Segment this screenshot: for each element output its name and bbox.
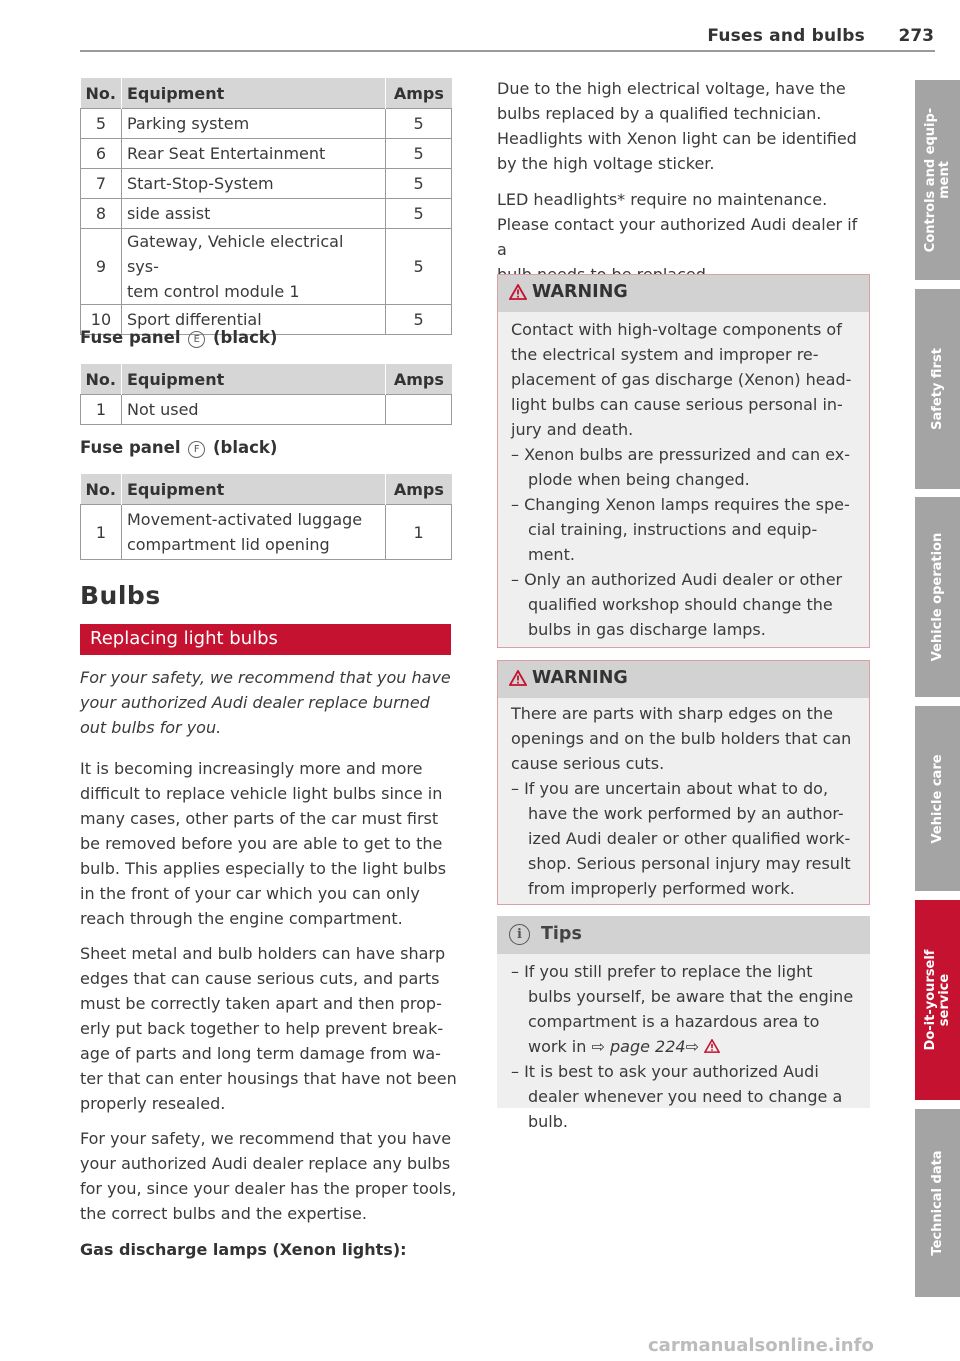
table-header-row <box>81 474 452 505</box>
fuse-number: 10 <box>81 305 122 335</box>
text-line: For your safety, we recommend that you have <box>80 668 451 687</box>
gas-discharge-heading: Gas discharge lamps (Xenon lights): <box>80 1240 407 1259</box>
fuse-equipment: Not used <box>121 395 385 425</box>
header-rule <box>80 50 935 52</box>
text-line: – Xenon bulbs are pressurized and can ex- <box>511 445 850 464</box>
text-line: have the work performed by an author- <box>528 804 844 823</box>
right-paragraph-1 <box>497 76 872 176</box>
text-line: many cases, other parts of the car must first <box>80 809 439 828</box>
fuse-panel-f-heading <box>80 438 277 458</box>
fuse-equipment: Rear Seat Entertainment <box>121 139 385 169</box>
column-header: No. <box>81 78 122 109</box>
table-row <box>81 229 452 305</box>
fuse-panel-e-heading <box>80 328 277 348</box>
fuse-amps: 5 <box>386 109 452 139</box>
label-line: Controls and equip- <box>922 107 938 253</box>
fuse-amps: 5 <box>386 305 452 335</box>
text-line: There are parts with sharp edges on the <box>511 704 833 723</box>
text-line: It is becoming increasingly more and more <box>80 759 423 778</box>
text-line: must be correctly taken apart and then prop- <box>80 994 442 1013</box>
fuse-equipment <box>121 505 385 560</box>
text-line: bulb. <box>528 1112 568 1131</box>
fuse-amps: 5 <box>386 139 452 169</box>
fuse-table-d <box>80 78 452 335</box>
text-line: Sheet metal and bulb holders can have sharp <box>80 944 446 963</box>
body-paragraph-2 <box>80 941 460 1116</box>
text-line: by the high voltage sticker. <box>497 154 715 173</box>
fuse-number: 6 <box>81 139 122 169</box>
text-fragment: work in <box>528 1037 587 1056</box>
page-number: 273 <box>898 26 934 46</box>
text-line: in the front of your car which you can only <box>80 884 420 903</box>
side-tab-label <box>924 950 952 1051</box>
equipment-line: Movement-activated luggage <box>126 510 363 529</box>
table-row <box>81 395 452 425</box>
heading-suffix: (black) <box>213 438 278 457</box>
tips-header <box>497 916 870 954</box>
label-line: ment <box>936 161 952 199</box>
text-line: placement of gas discharge (Xenon) head- <box>511 370 852 389</box>
side-tab-label: Vehicle operation <box>929 532 945 662</box>
text-line: plode when being changed. <box>528 470 750 489</box>
text-line: – If you still prefer to replace the light <box>511 962 813 981</box>
text-line: the electrical system and improper re- <box>511 345 819 364</box>
text-line <box>511 1034 861 1059</box>
table-row <box>81 169 452 199</box>
body-paragraph-1 <box>80 756 460 931</box>
running-header-title: Fuses and bulbs <box>707 26 865 46</box>
text-line: bulbs in gas discharge lamps. <box>528 620 766 639</box>
warning-title: WARNING <box>532 282 628 302</box>
text-line: Please contact your authorized Audi dealer if a <box>497 215 858 259</box>
text-line: bulbs yourself, be aware that the engine <box>528 987 854 1006</box>
side-tab-label: Vehicle care <box>929 753 945 844</box>
side-tab-do-it-yourself[interactable] <box>915 900 960 1100</box>
text-line: cause serious cuts. <box>511 754 665 773</box>
fuse-amps <box>386 395 452 425</box>
tips-title: Tips <box>541 924 582 944</box>
text-line: – If you are uncertain about what to do, <box>511 779 829 798</box>
fuse-table-e <box>80 364 452 425</box>
info-icon: i <box>509 924 530 945</box>
text-line: shop. Serious personal injury may result <box>528 854 851 873</box>
column-header: Amps <box>386 474 452 505</box>
warning-title: WARNING <box>532 668 628 688</box>
watermark: carmanualsonline.info <box>648 1335 874 1356</box>
text-line: LED headlights* require no maintenance. <box>497 190 828 209</box>
fuse-number: 1 <box>81 505 122 560</box>
fuse-number: 5 <box>81 109 122 139</box>
heading-text: Fuse panel <box>80 438 181 457</box>
tips-box <box>497 916 870 1131</box>
side-tab-safety[interactable] <box>915 289 960 489</box>
section-title: Bulbs <box>80 581 161 610</box>
text-line: erly put back together to help prevent break- <box>80 1019 444 1038</box>
fuse-table-f <box>80 474 452 560</box>
side-tab-vehicle-care[interactable] <box>915 706 960 891</box>
text-line: Contact with high-voltage components of <box>511 320 842 339</box>
table-header-row <box>81 364 452 395</box>
column-header: Equipment <box>121 78 385 109</box>
heading-suffix: (black) <box>213 328 278 347</box>
warning-triangle-icon <box>704 1039 720 1053</box>
fuse-amps: 5 <box>386 169 452 199</box>
table-row <box>81 109 452 139</box>
page-reference-link[interactable]: ⇨ page 224⇨ <box>591 1037 699 1056</box>
fuse-amps: 1 <box>386 505 452 560</box>
column-header: Amps <box>386 364 452 395</box>
text-line: for you, since your dealer has the proper tools, <box>80 1179 457 1198</box>
text-line: from improperly performed work. <box>528 879 795 898</box>
fuse-equipment: side assist <box>121 199 385 229</box>
text-line: your authorized Audi dealer replace any bulbs <box>80 1154 451 1173</box>
fuse-number: 9 <box>81 229 122 305</box>
fuse-amps: 5 <box>386 229 452 305</box>
fuse-amps: 5 <box>386 199 452 229</box>
warning-box-1-border <box>497 274 870 648</box>
text-line: age of parts and long term damage from wa- <box>80 1044 441 1063</box>
side-tab-label: Technical data <box>929 1150 945 1256</box>
text-line: bulb. This applies especially to the light bulbs <box>80 859 447 878</box>
subsection-title: Replacing light bulbs <box>90 628 278 649</box>
text-line: ment. <box>528 545 575 564</box>
fuse-equipment <box>121 229 385 305</box>
equipment-line: tem control module 1 <box>126 282 300 301</box>
text-line: reach through the engine compartment. <box>80 909 403 928</box>
fuse-number: 7 <box>81 169 122 199</box>
side-tab-controls[interactable] <box>915 80 960 280</box>
fuse-number: 8 <box>81 199 122 229</box>
fuse-equipment: Parking system <box>121 109 385 139</box>
heading-text: Fuse panel <box>80 328 181 347</box>
tips-body <box>511 959 861 1134</box>
text-line: Headlights with Xenon light can be identified <box>497 129 857 148</box>
text-line: edges that can cause serious cuts, and parts <box>80 969 440 988</box>
text-line: light bulbs can cause serious personal in- <box>511 395 843 414</box>
subsection-banner <box>80 624 451 655</box>
side-tab-vehicle-operation[interactable] <box>915 497 960 697</box>
text-line: Due to the high electrical voltage, have the <box>497 79 846 98</box>
text-line: ized Audi dealer or other qualified work- <box>528 829 851 848</box>
column-header: Equipment <box>121 474 385 505</box>
warning-box-2-border <box>497 660 870 905</box>
label-line: service <box>936 973 952 1027</box>
column-header: No. <box>81 364 122 395</box>
text-line: be removed before you are able to get to the <box>80 834 443 853</box>
fuse-number: 1 <box>81 395 122 425</box>
table-row <box>81 505 452 560</box>
text-line: – Only an authorized Audi dealer or other <box>511 570 843 589</box>
side-tab-label: Safety first <box>929 348 945 430</box>
column-header: Amps <box>386 78 452 109</box>
right-paragraph-2 <box>497 187 872 287</box>
text-line: compartment is a hazardous area to <box>528 1012 820 1031</box>
text-line: dealer whenever you need to change a <box>528 1087 843 1106</box>
body-paragraph-3 <box>80 1126 460 1226</box>
equipment-line: compartment lid opening <box>126 535 330 554</box>
table-header-row <box>81 78 452 109</box>
label-line: Do-it-yourself <box>922 949 938 1051</box>
side-tab-label <box>924 108 952 252</box>
text-line: the correct bulbs and the expertise. <box>80 1204 367 1223</box>
text-line: bulbs replaced by a qualified technician. <box>497 104 822 123</box>
text-line: properly resealed. <box>80 1094 226 1113</box>
bullet-item <box>511 1059 861 1134</box>
bullet-item <box>511 959 861 1059</box>
text-line: ter that can enter housings that have not been <box>80 1069 457 1088</box>
equipment-line: Gateway, Vehicle electrical sys- <box>126 232 344 276</box>
text-line: – It is best to ask your authorized Audi <box>511 1062 819 1081</box>
text-line: out bulbs for you. <box>80 718 222 737</box>
circled-f-icon: F <box>188 441 205 458</box>
text-line: difficult to replace vehicle light bulbs since in <box>80 784 443 803</box>
table-row <box>81 139 452 169</box>
text-line: – Changing Xenon lamps requires the spe- <box>511 495 850 514</box>
text-line: your authorized Audi dealer replace burned <box>80 693 430 712</box>
text-line: For your safety, we recommend that you have <box>80 1129 452 1148</box>
text-line: openings and on the bulb holders that can <box>511 729 852 748</box>
text-line: jury and death. <box>511 420 634 439</box>
fuse-equipment: Sport differential <box>121 305 385 335</box>
column-header: No. <box>81 474 122 505</box>
side-tab-technical-data[interactable] <box>915 1109 960 1297</box>
circled-e-icon: E <box>188 331 205 348</box>
fuse-equipment: Start-Stop-System <box>121 169 385 199</box>
column-header: Equipment <box>121 364 385 395</box>
text-line: cial training, instructions and equip- <box>528 520 818 539</box>
intro-paragraph <box>80 665 460 740</box>
table-row <box>81 199 452 229</box>
text-line: qualified workshop should change the <box>528 595 833 614</box>
